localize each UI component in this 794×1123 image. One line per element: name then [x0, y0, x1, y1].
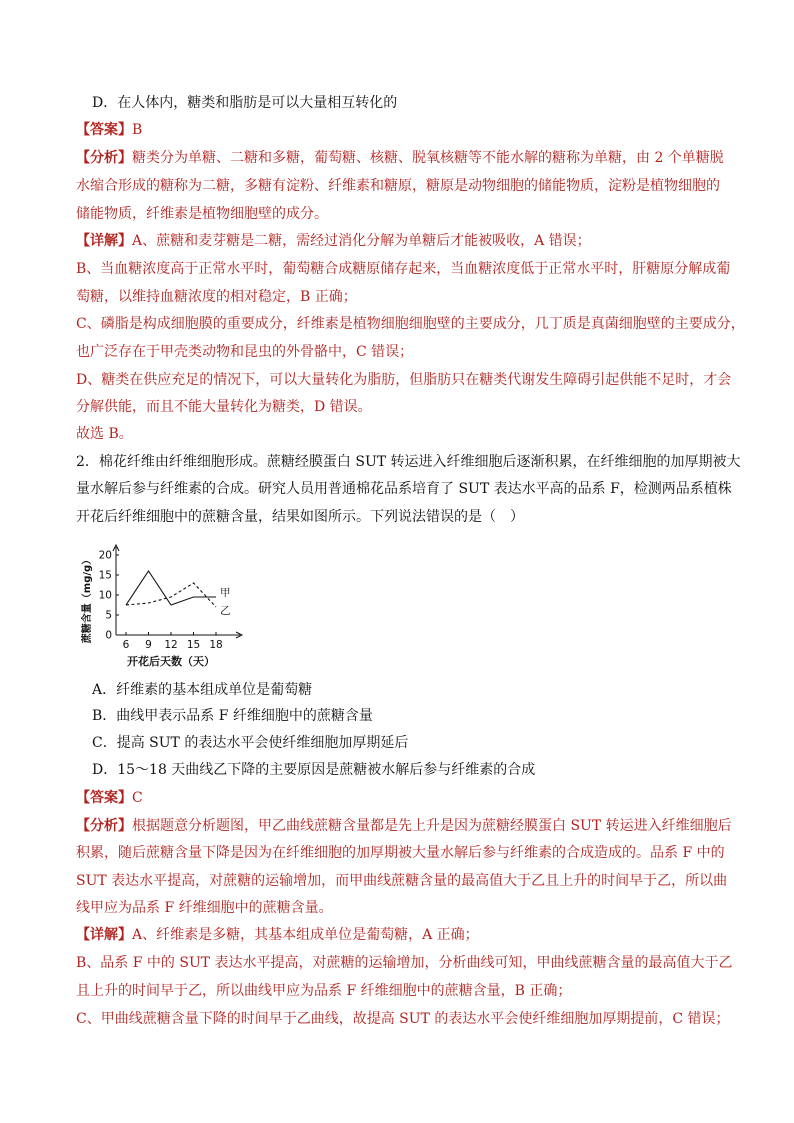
y-axis-title: 蔗糖含量（mg/g）	[82, 554, 93, 644]
chart-labels	[80, 550, 231, 669]
q2-analysis-line-3: SUT 表达水平提高，对蔗糖的运输增加，而甲曲线蔗糖含量的最高值大于乙且上升的时间早于乙，所以曲	[76, 873, 728, 889]
detail-text: A、纤维素是多糖，其基本组成单位是葡萄糖，A 正确；	[132, 927, 479, 943]
y-tick-label: 0	[105, 629, 112, 642]
q2-option-c: C．提高 SUT 的表达水平会使纤维细胞加厚期延后	[92, 735, 409, 751]
answer-tag: 【答案】	[76, 790, 132, 806]
y-tick-label: 20	[98, 549, 112, 562]
x-tick-label: 6	[122, 639, 130, 651]
q2-analysis-line-1	[76, 816, 732, 836]
prev-option-d: D．在人体内，糖类和脂肪是可以大量相互转化的	[92, 95, 398, 111]
y-tick-label: 10	[98, 589, 112, 602]
q2-detail-line-4: C、甲曲线蔗糖含量下降的时间早于乙曲线，故提高 SUT 的表达水平会使纤维细胞加厚期提前，C 错误；	[76, 1011, 730, 1027]
series-line-1	[126, 571, 216, 605]
analysis-tag: 【分析】	[76, 150, 132, 166]
q2-option-a: A．纤维素的基本组成单位是葡萄糖	[92, 682, 313, 698]
prev-detail-line-2: B、当血糖浓度高于正常水平时，葡萄糖合成糖原储存起来，当血糖浓度低于正常水平时，肝糖原分解成葡	[76, 261, 731, 277]
answer-value: C	[132, 790, 143, 806]
answer-value: B	[132, 122, 143, 138]
x-tick-label: 9	[145, 639, 152, 651]
x-tick-label: 12	[164, 639, 178, 651]
y-tick-label: 15	[98, 569, 112, 582]
series-line-2	[126, 583, 216, 607]
y-tick-label: 5	[105, 609, 112, 622]
analysis-tag: 【分析】	[76, 818, 132, 834]
sucrose-line-chart	[70, 535, 255, 670]
prev-answer-line	[76, 120, 142, 140]
x-axis-title: 开花后天数（天）	[127, 655, 215, 668]
prev-analysis-line-3: 储能物质，纤维素是植物细胞壁的成分。	[76, 206, 328, 222]
prev-detail-line-1	[76, 231, 591, 251]
q2-stem-line-1: 2．棉花纤维由纤维细胞形成。蔗糖经膜蛋白 SUT 转运进入纤维细胞后逐渐积累，在纤维细胞的加厚期被大	[76, 454, 741, 470]
x-tick-label: 15	[186, 639, 201, 651]
prev-analysis-line-2: 水缩合形成的糖称为二糖，多糖有淀粉、纤维素和糖原，糖原是动物细胞的储能物质，淀粉是植物细胞的	[76, 178, 720, 194]
detail-tag: 【详解】	[76, 233, 132, 249]
analysis-text: 糖类分为单糖、二糖和多糖，葡萄糖、核糖、脱氧核糖等不能水解的糖称为单糖，由 2 个单糖脱	[132, 150, 724, 166]
prev-detail-line-6: D、糖类在供应充足的情况下，可以大量转化为脂肪，但脂肪只在糖类代谢发生障碍引起供能不足时，才会	[76, 372, 732, 388]
q2-option-d: D．15～18 天曲线乙下降的主要原因是蔗糖被水解后参与纤维素的合成	[92, 762, 536, 778]
q2-detail-line-1	[76, 925, 479, 945]
prev-analysis-line-1	[76, 148, 724, 168]
series-label-1: 甲	[220, 587, 231, 599]
q2-stem-line-3: 开花后纤维细胞中的蔗糖含量，结果如图所示。下列说法错误的是（ ）	[76, 509, 524, 525]
q2-answer-line	[76, 788, 143, 808]
answer-tag: 【答案】	[76, 122, 132, 138]
q2-analysis-line-4: 线甲应为品系 F 纤维细胞中的蔗糖含量。	[76, 900, 333, 916]
series-label-2: 乙	[220, 605, 231, 617]
detail-text: A、蔗糖和麦芽糖是二糖，需经过消化分解为单糖后才能被吸收，A 错误；	[132, 233, 591, 249]
q2-analysis-line-2: 积累，随后蔗糖含量下降是因为在纤维细胞的加厚期被大量水解后参与纤维素的合成造成的。品系 F 中的	[76, 845, 725, 861]
prev-detail-line-3: 萄糖，以维持血糖浓度的相对稳定，B 正确；	[76, 289, 357, 305]
analysis-text: 根据题意分析题图，甲乙曲线蔗糖含量都是先上升是因为蔗糖经膜蛋白 SUT 转运进入纤维细胞后	[132, 818, 732, 834]
q2-option-b: B．曲线甲表示品系 F 纤维细胞中的蔗糖含量	[92, 708, 373, 724]
prev-detail-line-4: C、磷脂是构成细胞膜的重要成分，纤维素是植物细胞细胞壁的主要成分，几丁质是真菌细胞壁的主要成分，	[76, 316, 745, 332]
prev-detail-line-7: 分解供能，而且不能大量转化为糖类，D 错误。	[76, 399, 372, 415]
prev-detail-line-8: 故选 B。	[76, 426, 133, 442]
q2-detail-line-2: B、品系 F 中的 SUT 表达水平提高，对蔗糖的运输增加，分析曲线可知，甲曲线蔗糖含量的最高值大于乙	[76, 955, 733, 971]
detail-tag: 【详解】	[76, 927, 132, 943]
prev-detail-line-5: 也广泛存在于甲壳类动物和昆虫的外骨骼中，C 错误；	[76, 344, 414, 360]
chart-series	[126, 571, 216, 607]
x-tick-label: 18	[209, 639, 223, 651]
q2-stem-line-2: 量水解后参与纤维素的合成。研究人员用普通棉花品系培育了 SUT 表达水平高的品系 F，检测两品系植株	[76, 481, 732, 497]
q2-detail-line-3: 且上升的时间早于乙，所以曲线甲应为品系 F 纤维细胞中的蔗糖含量，B 正确；	[76, 983, 572, 999]
